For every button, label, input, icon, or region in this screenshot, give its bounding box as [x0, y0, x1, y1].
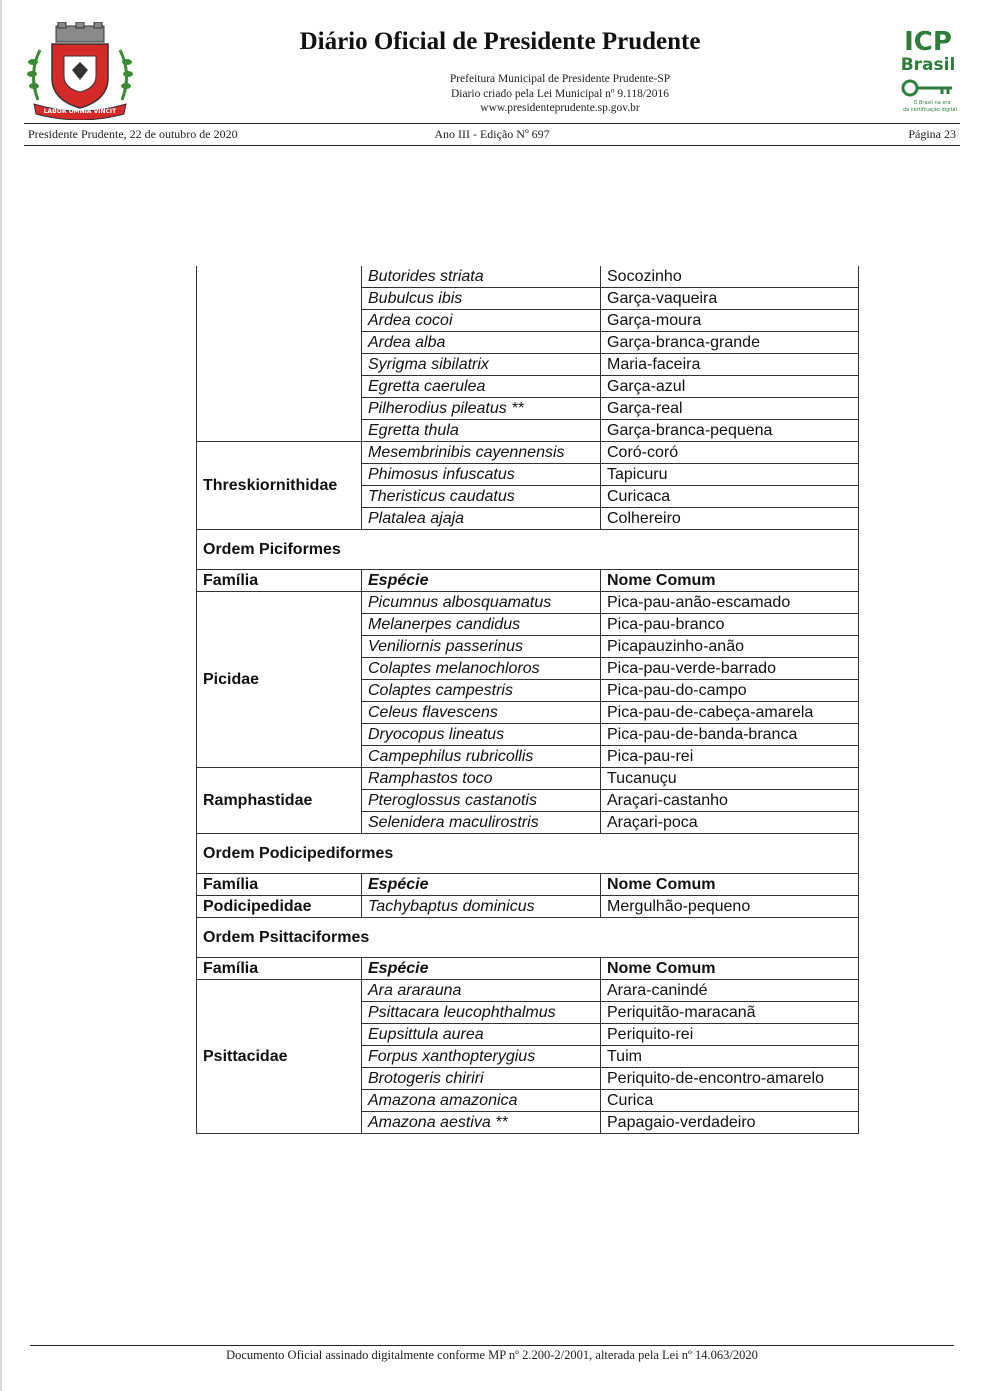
law-line: Diario criado pela Lei Municipal nº 9.118/2016: [450, 87, 670, 100]
column-header-especie: Espécie: [362, 958, 601, 980]
common-name-cell: Pica-pau-branco: [601, 614, 859, 636]
header-row: [197, 958, 859, 980]
table-row: [197, 980, 859, 1002]
icp-logo-small1: O Brasil na era: [913, 100, 951, 106]
city-crest-logo: [24, 22, 136, 120]
icp-logo-line1: ICP: [904, 28, 952, 57]
page-number: Página 23: [908, 127, 956, 141]
table-row: [197, 266, 859, 288]
species-cell: Platalea ajaja: [362, 508, 601, 530]
crest-motto: LABOR OMNIA VINCIT: [43, 108, 117, 115]
family-cell: [197, 266, 362, 442]
species-cell: Phimosus infuscatus: [362, 464, 601, 486]
publisher-info: [330, 72, 790, 116]
common-name-cell: Maria-faceira: [601, 354, 859, 376]
common-name-cell: Tucanuçu: [601, 768, 859, 790]
column-header-familia: Família: [197, 570, 362, 592]
common-name-cell: Tapicuru: [601, 464, 859, 486]
common-name-cell: Garça-azul: [601, 376, 859, 398]
common-name-cell: Arara-canindé: [601, 980, 859, 1002]
common-name-cell: Curicaca: [601, 486, 859, 508]
common-name-cell: Curica: [601, 1090, 859, 1112]
species-cell: Melanerpes candidus: [362, 614, 601, 636]
family-cell: Ramphastidae: [197, 768, 362, 834]
journal-title: Diário Oficial de Presidente Prudente: [299, 28, 701, 55]
species-cell: Psittacara leucophthalmus: [362, 1002, 601, 1024]
species-cell: Mesembrinibis cayennensis: [362, 442, 601, 464]
order-row: [197, 530, 859, 570]
common-name-cell: Tuim: [601, 1046, 859, 1068]
column-header-familia: Família: [197, 874, 362, 896]
order-heading: Ordem Podicipediformes: [197, 834, 859, 874]
icp-logo-line2: Brasil: [900, 55, 956, 75]
common-name-cell: Pica-pau-rei: [601, 746, 859, 768]
column-header-especie: Espécie: [362, 570, 601, 592]
order-heading: Ordem Psittaciformes: [197, 918, 859, 958]
species-cell: Pteroglossus castanotis: [362, 790, 601, 812]
header-meta: [28, 127, 956, 143]
common-name-cell: Picapauzinho-anão: [601, 636, 859, 658]
species-cell: Egretta thula: [362, 420, 601, 442]
species-cell: Butorides striata: [362, 266, 601, 288]
species-cell: Ramphastos toco: [362, 768, 601, 790]
common-name-cell: Pica-pau-de-banda-branca: [601, 724, 859, 746]
website-line: www.presidenteprudente.sp.gov.br: [480, 102, 640, 114]
footer-signature-note: Documento Oficial assinado digitalmente conforme MP nº 2.200-2/2001, alterada pela Lei nº 14.063/2020: [226, 1348, 758, 1362]
common-name-cell: Garça-vaqueira: [601, 288, 859, 310]
common-name-cell: Periquito-de-encontro-amarelo: [601, 1068, 859, 1090]
publication-date: Presidente Prudente, 22 de outubro de 2020: [28, 127, 238, 141]
common-name-cell: Coró-coró: [601, 442, 859, 464]
common-name-cell: Socozinho: [601, 266, 859, 288]
common-name-cell: Araçari-castanho: [601, 790, 859, 812]
species-cell: Syrigma sibilatrix: [362, 354, 601, 376]
species-cell: Colaptes campestris: [362, 680, 601, 702]
species-cell: Theristicus caudatus: [362, 486, 601, 508]
common-name-cell: Pica-pau-do-campo: [601, 680, 859, 702]
table-row: [197, 768, 859, 790]
column-header-especie: Espécie: [362, 874, 601, 896]
species-cell: Pilherodius pileatus **: [362, 398, 601, 420]
species-cell: Colaptes melanochloros: [362, 658, 601, 680]
header-rule-bottom: [24, 145, 960, 146]
family-cell: Psittacidae: [197, 980, 362, 1134]
species-cell: Ardea cocoi: [362, 310, 601, 332]
species-cell: Brotogeris chiriri: [362, 1068, 601, 1090]
publisher-line: Prefeitura Municipal de Presidente Prudente-SP: [449, 73, 671, 85]
common-name-cell: Araçari-poca: [601, 812, 859, 834]
common-name-cell: Garça-moura: [601, 310, 859, 332]
species-cell: Amazona amazonica: [362, 1090, 601, 1112]
common-name-cell: Pica-pau-de-cabeça-amarela: [601, 702, 859, 724]
family-cell: Threskiornithidae: [197, 442, 362, 530]
footer-rule: [30, 1345, 954, 1346]
order-heading: Ordem Piciformes: [197, 530, 859, 570]
species-cell: Amazona aestiva **: [362, 1112, 601, 1134]
common-name-cell: Pica-pau-anão-escamado: [601, 592, 859, 614]
header-row: [197, 874, 859, 896]
common-name-cell: Mergulhão-pequeno: [601, 896, 859, 918]
species-cell: Veniliornis passerinus: [362, 636, 601, 658]
column-header-nome-comum: Nome Comum: [601, 958, 859, 980]
column-header-nome-comum: Nome Comum: [601, 570, 859, 592]
edition-number: Ano III - Edição Nº 697: [434, 127, 550, 141]
column-header-familia: Família: [197, 958, 362, 980]
common-name-cell: Periquitão-maracanã: [601, 1002, 859, 1024]
icp-logo-small2: da certificação digital: [902, 107, 958, 113]
common-name-cell: Pica-pau-verde-barrado: [601, 658, 859, 680]
common-name-cell: Garça-branca-pequena: [601, 420, 859, 442]
species-cell: Eupsittula aurea: [362, 1024, 601, 1046]
icp-brasil-logo: [896, 28, 960, 114]
family-cell: Podicipedidae: [197, 896, 362, 918]
species-cell: Ara ararauna: [362, 980, 601, 1002]
species-cell: Selenidera maculirostris: [362, 812, 601, 834]
species-cell: Bubulcus ibis: [362, 288, 601, 310]
common-name-cell: Garça-real: [601, 398, 859, 420]
page-edge: [0, 0, 2, 1391]
common-name-cell: Garça-branca-grande: [601, 332, 859, 354]
order-row: [197, 834, 859, 874]
common-name-cell: Colhereiro: [601, 508, 859, 530]
species-cell: Campephilus rubricollis: [362, 746, 601, 768]
order-row: [197, 918, 859, 958]
species-cell: Egretta caerulea: [362, 376, 601, 398]
species-cell: Picumnus albosquamatus: [362, 592, 601, 614]
table-row: [197, 442, 859, 464]
header-rule-top: [24, 123, 960, 124]
header-row: [197, 570, 859, 592]
column-header-nome-comum: Nome Comum: [601, 874, 859, 896]
species-cell: Celeus flavescens: [362, 702, 601, 724]
table-row: [197, 896, 859, 918]
table-row: [197, 592, 859, 614]
common-name-cell: Papagaio-verdadeiro: [601, 1112, 859, 1134]
species-cell: Dryocopus lineatus: [362, 724, 601, 746]
common-name-cell: Periquito-rei: [601, 1024, 859, 1046]
family-cell: Picidae: [197, 592, 362, 768]
species-cell: Tachybaptus dominicus: [362, 896, 601, 918]
species-table: [196, 266, 859, 1134]
species-cell: Forpus xanthopterygius: [362, 1046, 601, 1068]
species-cell: Ardea alba: [362, 332, 601, 354]
